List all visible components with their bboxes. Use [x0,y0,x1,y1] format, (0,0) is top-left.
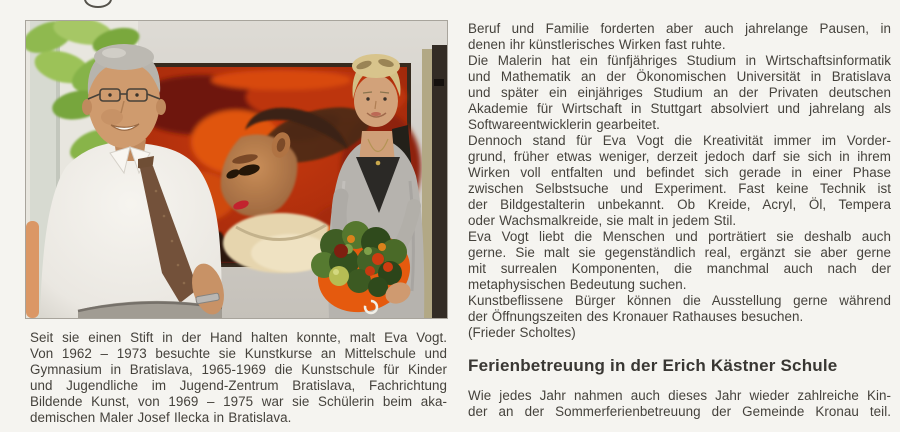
article-line: oder Wachsmalkreide, sie malt in jedem Stil. [468,213,737,228]
photo-caption [30,330,447,426]
caption-line: demischen Maler Josef Ilecka in Bratislava. [30,410,292,425]
caption-line: Von 1962 – 1973 besuchte sie Kunstkurse an Mittelschule und [30,346,447,361]
article-line: Kunstbeflissene Bürger können die Ausstellung gerne während [468,293,891,308]
caption-line: Bildende Kunst, von 1969 – 1975 war sie Schülerin beim aka- [30,394,447,409]
article-line: Eva Vogt liebt die Menschen und porträtiert sie deshalb auch [468,229,891,244]
section-heading: Ferienbetreuung in der Erich Kästner Schule [468,356,838,375]
foreground-arm-edge [26,221,39,318]
article-line: Beruf und Familie forderten aber auch jahrelange Pausen, in [468,21,891,36]
article-line: mit surrealen Komponenten, die manchmal auch nach der [468,261,891,276]
next-section-text [468,388,891,420]
photo-scene [26,21,447,318]
article-text-column [468,21,891,341]
article-line: und Mathematik an der Ökonomischen Universität in Bratislava [468,69,891,84]
exhibition-photo [25,20,448,319]
article-line: Die Malerin hat ein fünfjähriges Studium in Wirtschaftsinformatik [468,53,891,68]
caption-line: Gymnasium in Bratislava, 1965-1969 die Kunstschule für Kinder [30,362,447,377]
cut-off-circle-mark [84,0,112,8]
article-line: zwischen Selbstsuche und Experiment. Fast keine Technik ist [468,181,891,196]
caption-line: Seit sie einen Stift in der Hand halten konnte, malt Eva Vogt. [30,330,447,345]
section-line: Wie jedes Jahr nahmen auch dieses Jahr wieder zahlreiche Kin- [468,388,891,403]
article-line: der Bildgestalterin unbekannt. Ob Kreide, Acryl, Öl, Tempera [468,197,891,212]
section-line: der an der Sommerferienbetreuung der Gemeinde Kronau teil. [468,404,891,419]
article-line: Dennoch stand für Eva Vogt die Kreativität immer im Vorder- [468,133,891,148]
door-sign [434,79,444,86]
article-line: Akademie für Wirtschaft in Stuttgart absolviert und jahrelang als [468,101,891,116]
article-line: grund, früher etwas weniger, derzeit jedoch darf sie sich in ihrem [468,149,891,164]
green-apple [329,266,349,286]
article-line: metaphysischen Bedeutung suchen. [468,277,687,292]
caption-line: und Jugendliche im Jugend-Zentrum Bratislava, Fachrichtung [30,378,447,393]
article-byline: (Frieder Scholtes) [468,325,576,340]
article-line: der Öffnungszeiten des Kronauer Rathauses besuchen. [468,309,804,324]
article-line: Softwareentwicklerin gearbeitet. [468,117,660,132]
article-line: und später ein einjähriges Studium an der Privaten deutschen [468,85,891,100]
article-line: Wirken voll entfalten und befindet sich gerade in einer Phase [468,165,891,180]
article-line: gerne. Sie malt sie gegenständlich real, ergänzt sie aber gerne [468,245,891,260]
article-line: denen ihr künstlerisches Wirken fast ruhte. [468,37,726,52]
